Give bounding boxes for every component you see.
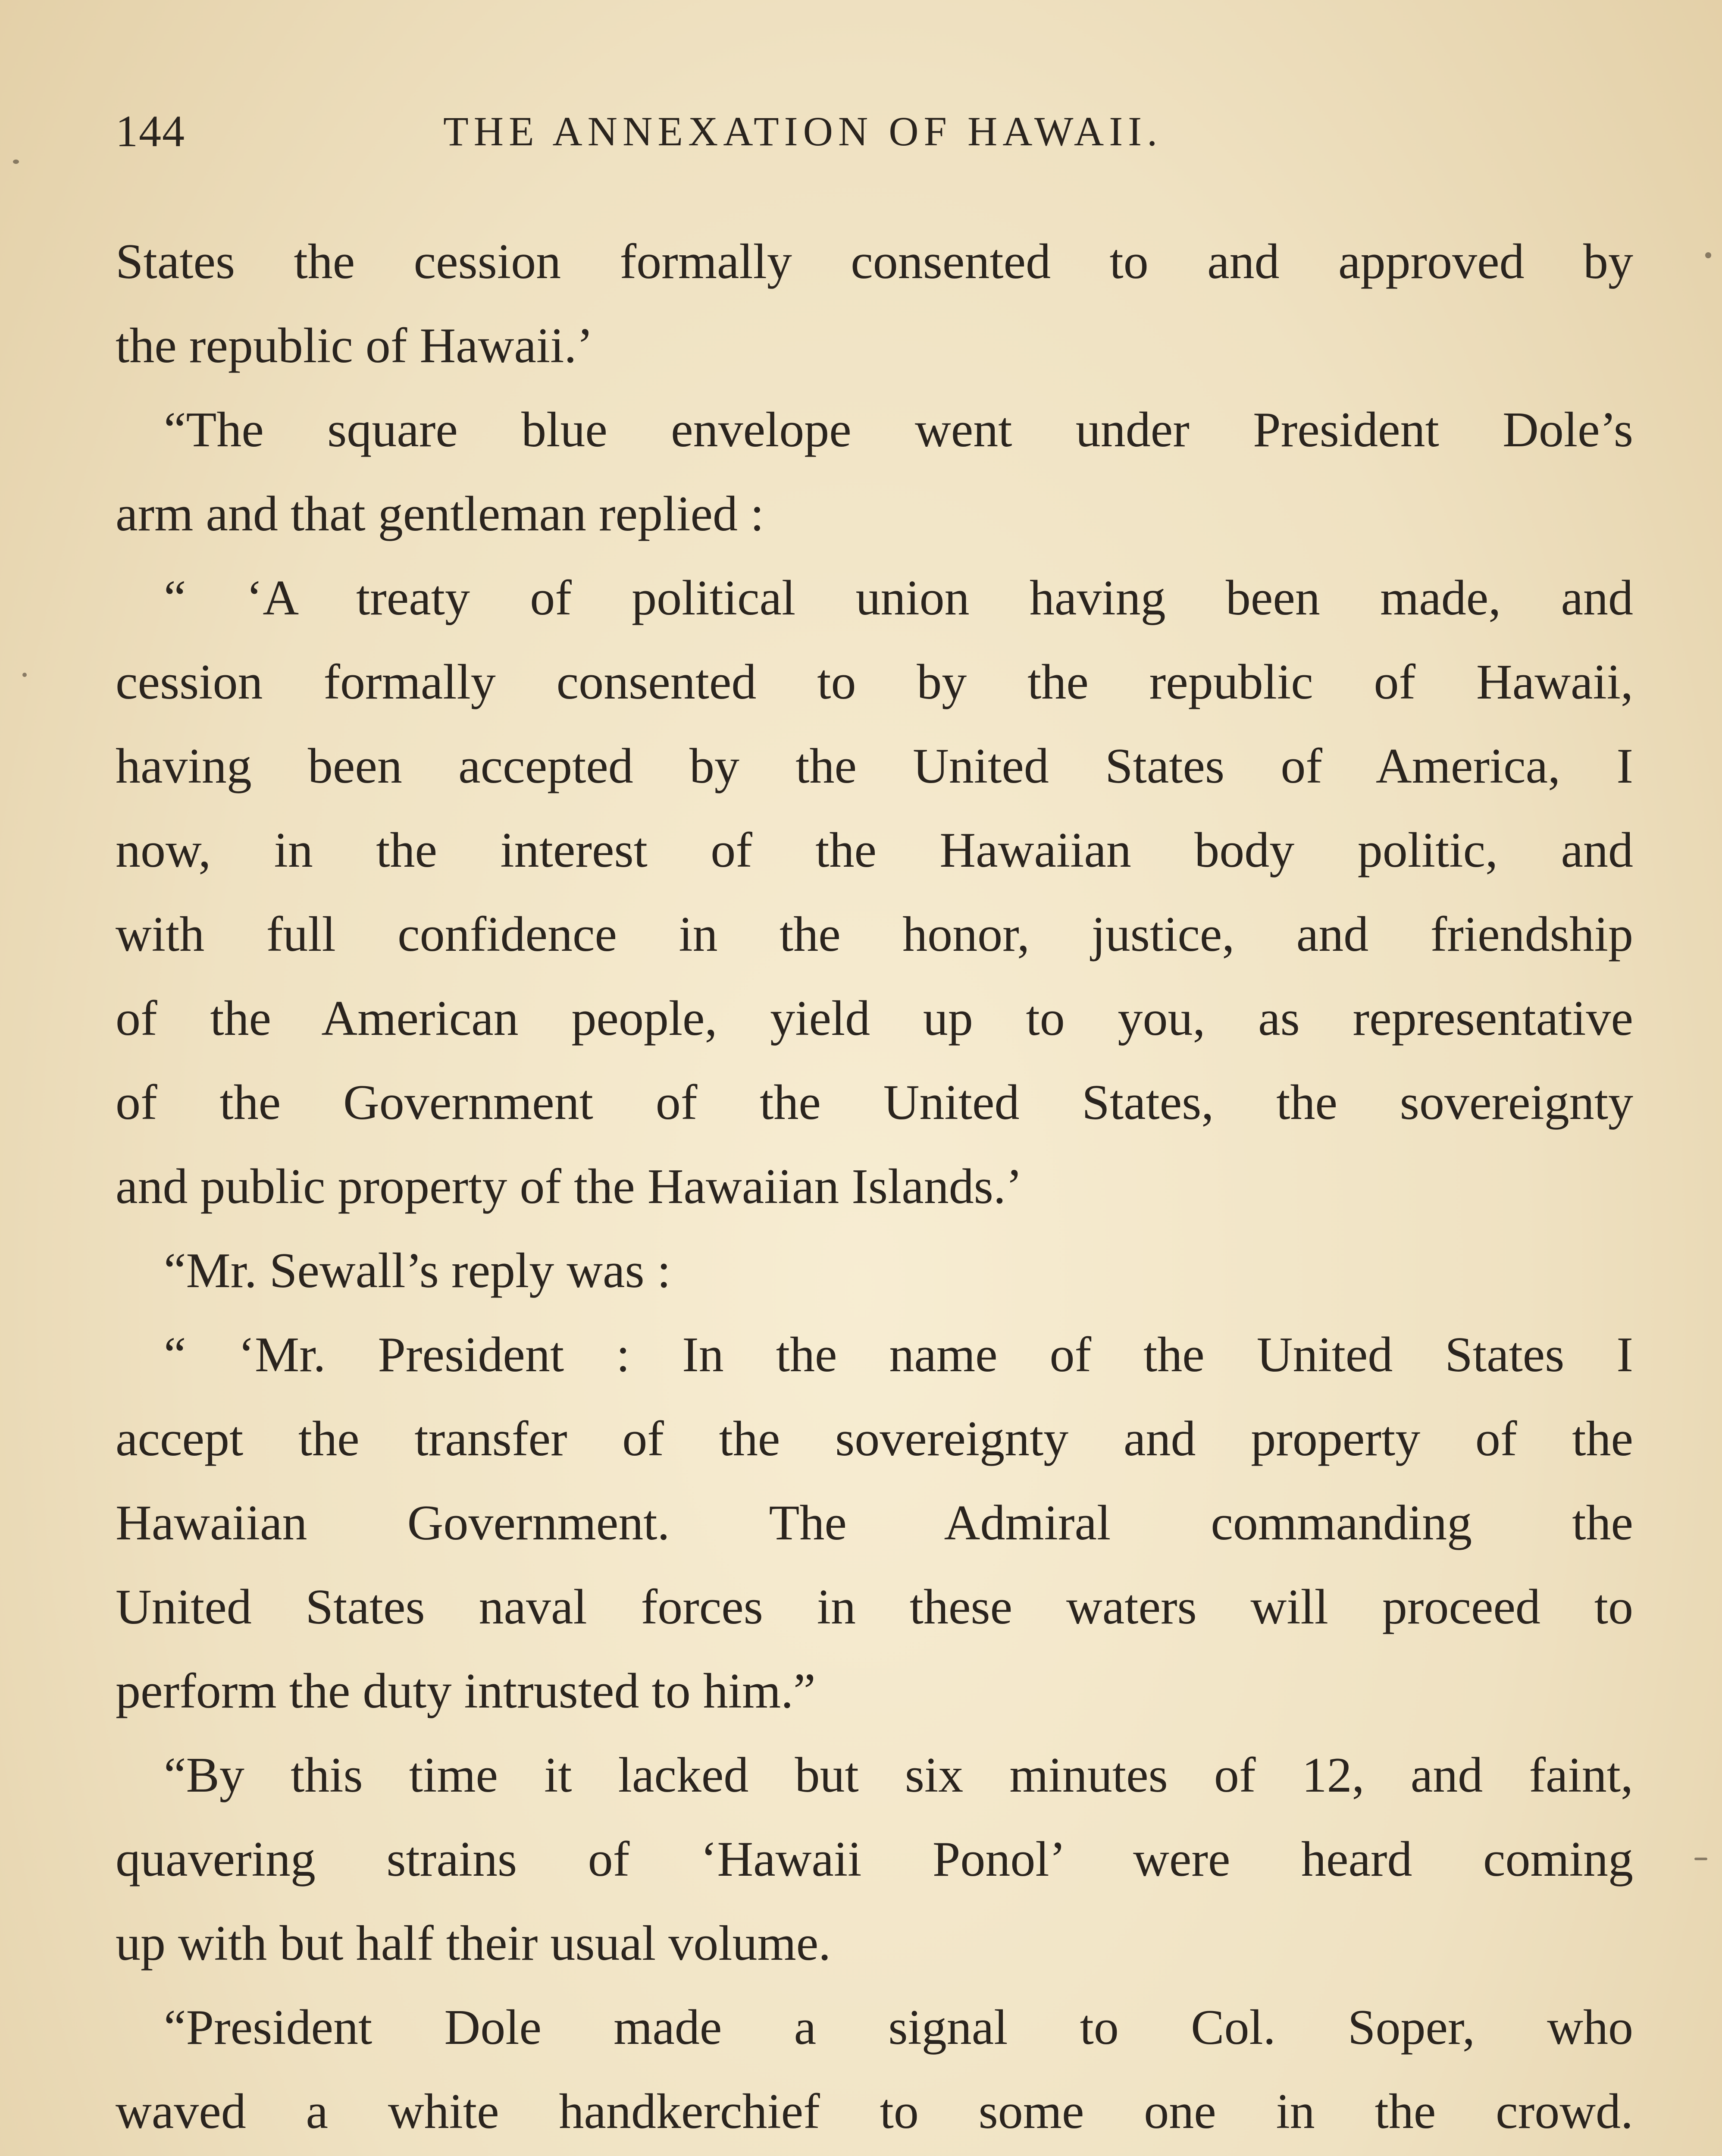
text-line: “The square blue envelope went under President Dole’s bbox=[164, 402, 1633, 458]
text-line: “Mr. Sewall’s reply was : bbox=[164, 1243, 671, 1298]
text-line: accept the transfer of the sovereignty and property of the bbox=[116, 1411, 1633, 1467]
text-line: up with but half their usual volume. bbox=[116, 1916, 831, 1971]
text-line: quavering strains of ‘Hawaii Ponol’ were heard coming bbox=[116, 1832, 1633, 1887]
paper-speck bbox=[1705, 252, 1711, 258]
text-line: States the cession formally consented to and approved by bbox=[116, 234, 1633, 289]
page-number: 144 bbox=[116, 107, 185, 156]
text-line: and public property of the Hawaiian Islands.’ bbox=[116, 1159, 1023, 1214]
text-line: “President Dole made a signal to Col. Soper, who bbox=[164, 2000, 1633, 2055]
text-line: now, in the interest of the Hawaiian body politic, and bbox=[116, 823, 1633, 878]
text-line: waved a white handkerchief to some one in the crowd. bbox=[116, 2084, 1633, 2139]
text-line: having been accepted by the United States of America, I bbox=[116, 739, 1633, 794]
paper-speck bbox=[22, 673, 27, 677]
running-head: THE ANNEXATION OF HAWAII. bbox=[443, 108, 1163, 154]
body-text bbox=[116, 220, 1633, 2156]
text-line: United States naval forces in these waters will proceed to bbox=[116, 1579, 1633, 1635]
text-line: of the Government of the United States, the sovereignty bbox=[116, 1075, 1633, 1130]
text-line: the republic of Hawaii.’ bbox=[116, 318, 594, 373]
text-line: cession formally consented to by the republic of Hawaii, bbox=[116, 655, 1633, 710]
text-line: with full confidence in the honor, justice, and friendship bbox=[116, 907, 1633, 962]
page-header bbox=[116, 103, 1633, 160]
text-line: “ ‘Mr. President : In the name of the United States I bbox=[164, 1327, 1633, 1382]
text-line: of the American people, yield up to you, as representative bbox=[116, 991, 1633, 1046]
text-line: arm and that gentleman replied : bbox=[116, 486, 764, 542]
text-line: “ ‘A treaty of political union having been made, and bbox=[164, 570, 1633, 626]
text-line: “By this time it lacked but six minutes of 12, and faint, bbox=[164, 1748, 1633, 1803]
text-line: Hawaiian Government. The Admiral commanding the bbox=[116, 1495, 1633, 1551]
paper-speck bbox=[13, 160, 19, 164]
text-line: perform the duty intrusted to him.” bbox=[116, 1664, 816, 1719]
paper-speck bbox=[1694, 1858, 1707, 1860]
text-line bbox=[116, 2154, 1633, 2156]
